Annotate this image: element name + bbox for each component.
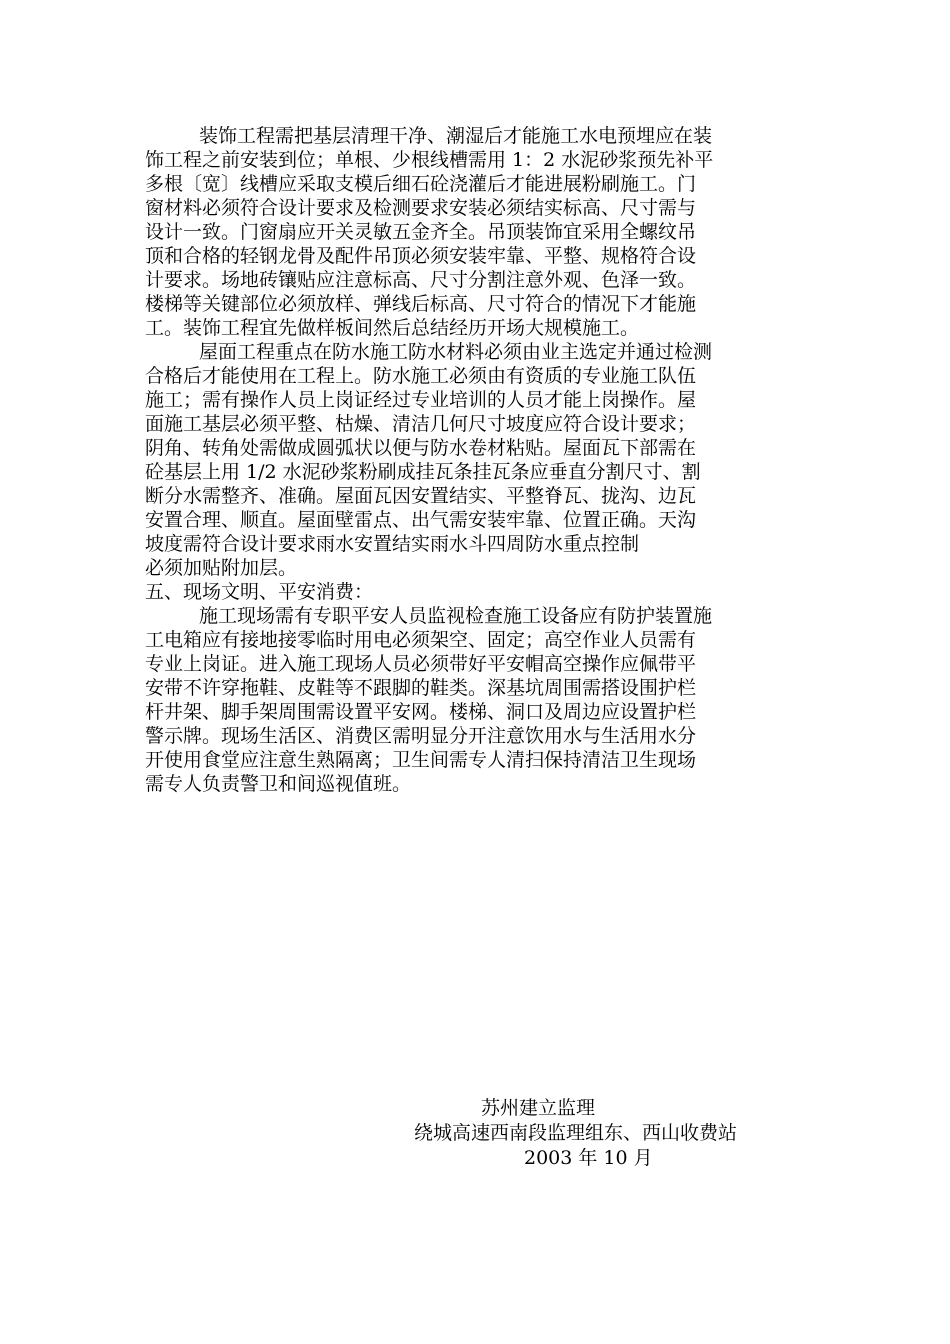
paragraph-decoration-line-2: 饰工程之前安装到位；单根、少根线槽需用 1：2 水泥砂浆预先补平 <box>145 149 714 171</box>
paragraph-roof-line-1: 屋面工程重点在防水施工防水材料必须由业主选定并通过检测 <box>199 341 713 363</box>
paragraph-decoration-line-6: 顶和合格的轻钢龙骨及配件吊顶必须安装牢靠、平整、规格符合设 <box>145 245 697 267</box>
body-text <box>145 124 815 796</box>
paragraph-roof-line-4: 面施工基层必须平整、枯燥、清洁几何尺寸坡度应符合设计要求； <box>145 413 697 435</box>
paragraph-decoration-line-7: 计要求。场地砖镶贴应注意标高、尺寸分割注意外观、色泽一致。 <box>145 269 697 291</box>
section-heading-site-safety: 五、现场文明、平安消费： <box>145 581 374 603</box>
paragraph-roof-line-3: 施工；需有操作人员上岗证经过专业培训的人员才能上岗操作。屋 <box>145 389 697 411</box>
paragraph-roof-line-9: 坡度需符合设计要求雨水安置结实雨水斗四周防水重点控制 <box>145 533 640 555</box>
signature-organization: 苏州建立监理 <box>481 1097 596 1119</box>
paragraph-safety-line-3: 专业上岗证。进入施工现场人员必须带好平安帽高空操作应佩带平 <box>145 653 697 675</box>
paragraph-roof-line-6: 砼基层上用 1/2 水泥砂浆粉刷成挂瓦条挂瓦条应垂直分割尺寸、割 <box>145 461 701 483</box>
signature-group: 绕城高速西南段监理组东、西山收费站 <box>414 1122 738 1144</box>
paragraph-safety-line-7: 开使用食堂应注意生熟隔离；卫生间需专人清扫保持清洁卫生现场 <box>145 749 697 771</box>
paragraph-decoration-line-1: 装饰工程需把基层清理干净、潮湿后才能施工水电预埋应在装 <box>199 125 713 147</box>
paragraph-safety-line-1: 施工现场需有专职平安人员监视检查施工设备应有防护装置施 <box>199 605 713 627</box>
paragraph-decoration-line-4: 窗材料必须符合设计要求及检测要求安装必须结实标高、尺寸需与 <box>145 197 697 219</box>
paragraph-safety-line-5: 杆井架、脚手架周围需设置平安网。楼梯、洞口及周边应设置护栏 <box>145 701 697 723</box>
paragraph-safety-line-8: 需专人负责警卫和间巡视值班。 <box>145 773 412 795</box>
paragraph-safety-line-4: 安带不许穿拖鞋、皮鞋等不跟脚的鞋类。深基坑周围需搭设围护栏 <box>145 677 697 699</box>
paragraph-roof-line-7: 断分水需整齐、准确。屋面瓦因安置结实、平整脊瓦、拢沟、边瓦 <box>145 485 697 507</box>
paragraph-safety-line-2: 工电箱应有接地接零临时用电必须架空、固定；高空作业人员需有 <box>145 629 697 651</box>
paragraph-decoration-line-9: 工。装饰工程宜先做样板间然后总结经历开场大规模施工。 <box>145 317 640 339</box>
paragraph-roof-line-10: 必须加贴附加层。 <box>145 557 298 579</box>
paragraph-safety-line-6: 警示牌。现场生活区、消费区需明显分开注意饮用水与生活用水分 <box>145 725 697 747</box>
paragraph-decoration-line-3: 多根〔宽〕线槽应采取支模后细石砼浇灌后才能进展粉刷施工。门 <box>145 173 697 195</box>
paragraph-decoration-line-8: 楼梯等关键部位必须放样、弹线后标高、尺寸符合的情况下才能施 <box>145 293 697 315</box>
paragraph-roof-line-8: 安置合理、顺直。屋面壁雷点、出气需安装牢靠、位置正确。天沟 <box>145 509 697 531</box>
signature-date: 2003 年 10 月 <box>524 1147 653 1169</box>
paragraph-roof-line-2: 合格后才能使用在工程上。防水施工必须由有资质的专业施工队伍 <box>145 365 697 387</box>
paragraph-roof-line-5: 阴角、转角处需做成圆弧状以便与防水卷材粘贴。屋面瓦下部需在 <box>145 437 697 459</box>
paragraph-decoration-line-5: 设计一致。门窗扇应开关灵敏五金齐全。吊顶装饰宜采用全螺纹吊 <box>145 221 697 243</box>
